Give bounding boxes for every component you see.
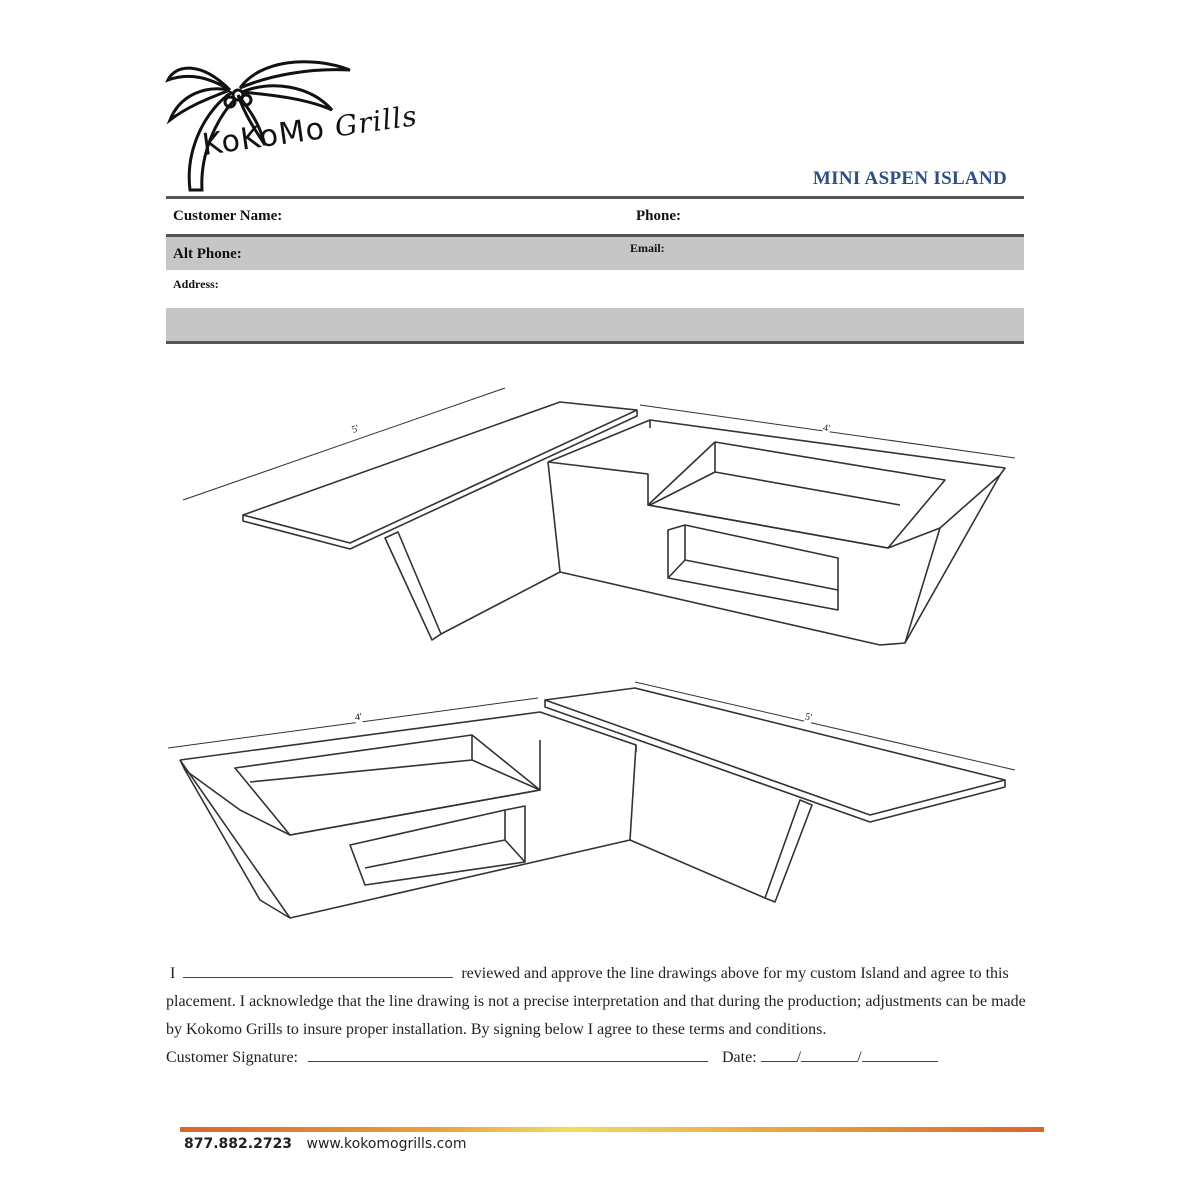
date-year-field[interactable] (862, 1047, 938, 1062)
date-day-field[interactable] (801, 1047, 857, 1062)
footer-gradient-bar (180, 1127, 1044, 1132)
signature-field[interactable] (308, 1047, 708, 1062)
signature-label: Customer Signature: (166, 1049, 298, 1066)
footer (184, 1136, 467, 1152)
email-label: Email: (630, 241, 665, 255)
page-title: MINI ASPEN ISLAND (812, 168, 1007, 189)
dimension-label: 4' (354, 711, 363, 724)
dimension-label: 5' (803, 711, 813, 724)
date-separator: / (796, 1049, 802, 1066)
phone-label: Phone: (636, 208, 681, 224)
agreement-prefix: I (170, 965, 176, 982)
bottom-island-drawing (168, 682, 1015, 918)
agreement-text (166, 960, 1026, 1072)
date-month-field[interactable] (761, 1047, 797, 1062)
logo-wordmark: KoKoMo Grills (200, 99, 420, 163)
date-separator: / (857, 1049, 862, 1066)
dimension-label: 5' (350, 423, 361, 436)
footer-website-link[interactable]: www.kokomogrills.com (306, 1136, 467, 1152)
agreement-body: reviewed and approve the line drawings above for my custom Island and agree to this placement. I acknowledge that the line drawing is not a precise interpretation and that during the production; adjustments can be made by Kokomo Grills to insure proper installation. By signing below I agree to these terms and conditions. (166, 965, 1026, 1038)
dimension-label: 4' (822, 422, 831, 435)
alt-phone-label: Alt Phone: (173, 246, 242, 262)
footer-phone: 877.882.2723 (184, 1136, 293, 1152)
date-label: Date: (721, 1049, 757, 1066)
top-island-drawing (183, 388, 1015, 645)
customer-name-label: Customer Name: (173, 208, 283, 224)
address-label: Address: (173, 277, 219, 291)
name-blank-field[interactable] (183, 963, 453, 978)
